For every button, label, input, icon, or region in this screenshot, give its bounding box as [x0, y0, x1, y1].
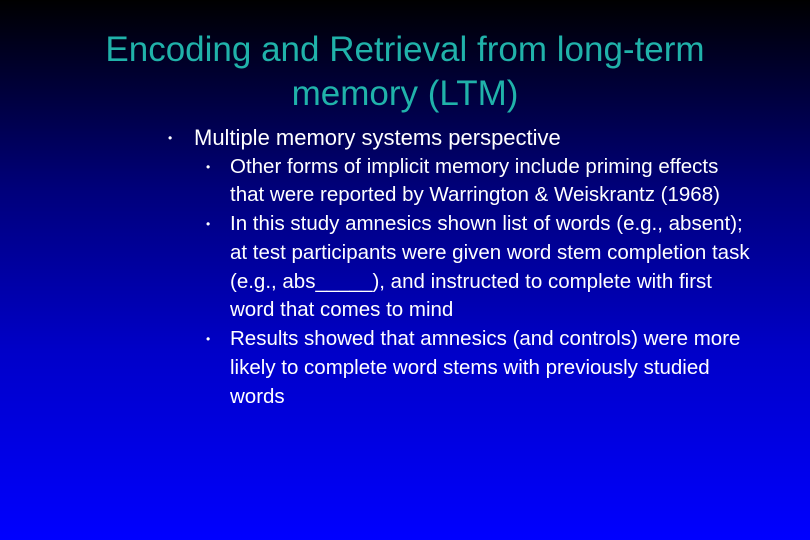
- slide-title: Encoding and Retrieval from long-term memory (LTM): [105, 30, 705, 113]
- bullet-icon: •: [206, 332, 211, 347]
- sub-bullet-list: [194, 153, 810, 412]
- main-point-text: Multiple memory systems perspective: [194, 125, 561, 150]
- sub-point-text: Other forms of implicit memory include priming effects that were reported by Warrington & Weiskrantz (1968): [230, 154, 720, 207]
- bullet-icon: •: [168, 131, 173, 145]
- sub-bullet-item: [206, 153, 750, 211]
- sub-point-text: Results showed that amnesics (and controls) were more likely to complete word stems with previously studied words: [230, 327, 741, 408]
- sub-bullet-item: [206, 325, 750, 411]
- sub-point-text: In this study amnesics shown list of words (e.g., absent); at test participants were given word stem completion task (e.g., abs_____), and instructed to complete with first word that comes to mind: [230, 212, 750, 322]
- bullet-icon: •: [206, 159, 211, 174]
- bullet-list: [0, 124, 810, 412]
- bullet-main: [0, 124, 810, 412]
- bullet-icon: •: [206, 217, 211, 232]
- sub-bullet-item: [206, 210, 750, 325]
